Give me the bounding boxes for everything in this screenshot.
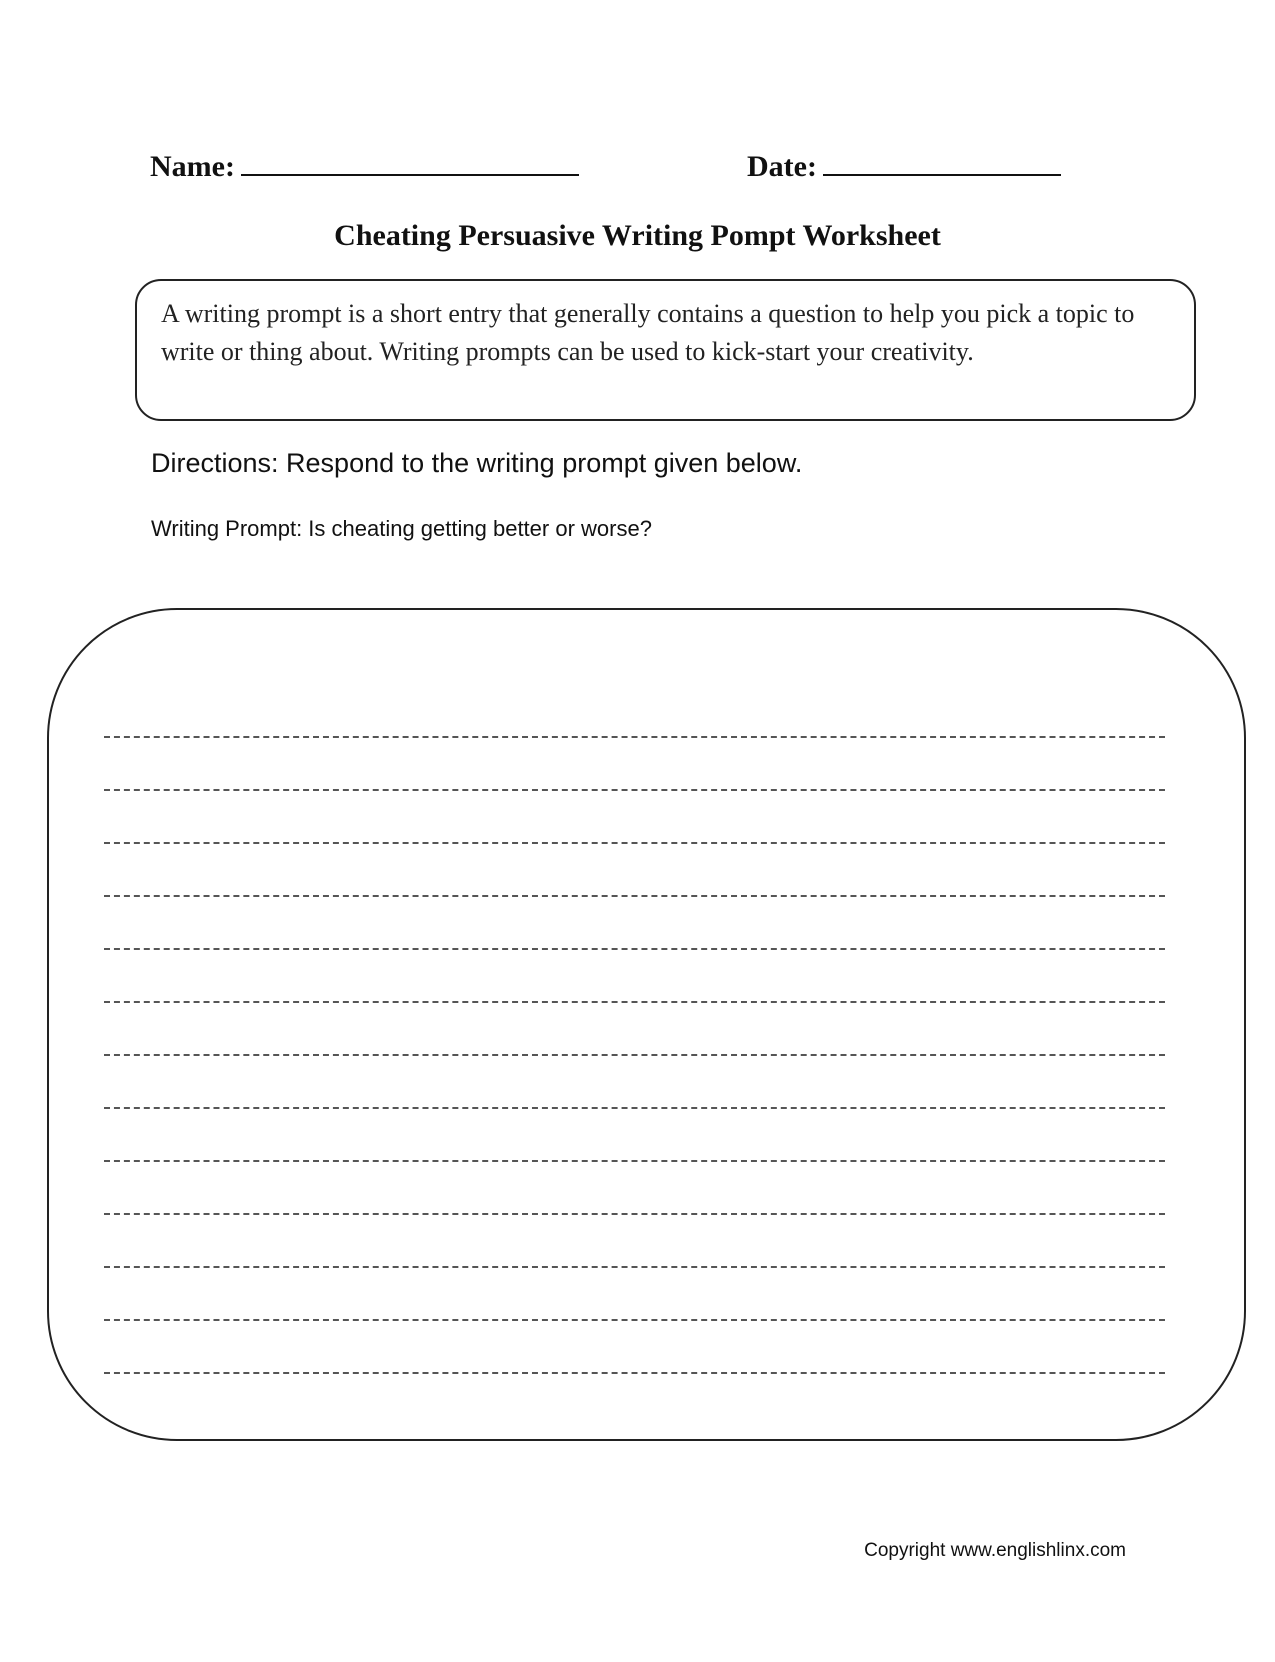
writing-line[interactable] (104, 736, 1165, 738)
name-label: Name: (150, 150, 235, 183)
writing-line[interactable] (104, 1054, 1165, 1056)
writing-line[interactable] (104, 1160, 1165, 1162)
date-field[interactable] (747, 150, 1061, 184)
name-field[interactable] (150, 150, 579, 184)
writing-line[interactable] (104, 842, 1165, 844)
writing-line[interactable] (104, 789, 1165, 791)
worksheet-title: Cheating Persuasive Writing Pompt Worksheet (334, 219, 941, 252)
writing-line[interactable] (104, 948, 1165, 950)
date-label: Date: (747, 150, 817, 183)
directions-text: Directions: Respond to the writing prompt given below. (151, 448, 803, 478)
copyright-text: Copyright www.englishlinx.com (864, 1540, 1126, 1561)
intro-box (135, 279, 1196, 421)
writing-line[interactable] (104, 1266, 1165, 1268)
answer-area[interactable] (47, 608, 1246, 1441)
writing-line[interactable] (104, 1001, 1165, 1003)
writing-line[interactable] (104, 895, 1165, 897)
intro-text: A writing prompt is a short entry that generally contains a question to help you pick a topic to write or thing about. Writing prompts can be used to kick-start your creativity. (161, 299, 1135, 366)
writing-prompt-text: Writing Prompt: Is cheating getting better or worse? (151, 516, 652, 541)
writing-line[interactable] (104, 1107, 1165, 1109)
writing-line[interactable] (104, 1372, 1165, 1374)
writing-line[interactable] (104, 1319, 1165, 1321)
writing-line[interactable] (104, 1213, 1165, 1215)
name-blank-line[interactable] (241, 152, 579, 176)
date-blank-line[interactable] (823, 152, 1061, 176)
